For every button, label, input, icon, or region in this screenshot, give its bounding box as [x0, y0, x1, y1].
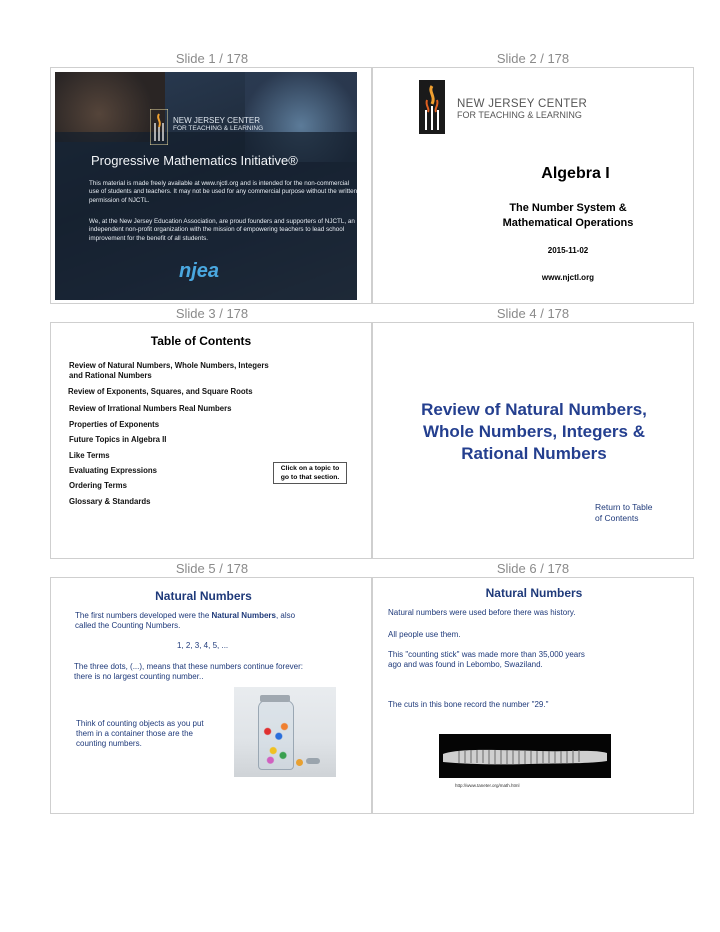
history-line: Natural numbers were used before there was history.: [388, 608, 576, 617]
ellipsis-paragraph: [74, 662, 303, 682]
njctl-logo-icon: [419, 80, 445, 134]
image-credit-link[interactable]: http://www.taneter.org/math.html: [455, 783, 520, 788]
intro-text: The first numbers developed were the: [75, 611, 212, 620]
date: 2015-11-02: [547, 246, 589, 255]
stick-line-1: This "counting stick" was made more than 35,000 years: [388, 650, 585, 659]
org-name: [457, 98, 587, 120]
slide-4-caption: Slide 4 / 178: [496, 306, 570, 321]
toc-item-glossary[interactable]: Glossary & Standards: [69, 497, 151, 506]
all-people-line: All people use them.: [388, 630, 461, 639]
org-line-1: NEW JERSEY CENTER: [173, 116, 260, 125]
slide-6: [372, 577, 694, 814]
heading-line-1: Review of Natural Numbers,: [421, 400, 647, 419]
toc-item-ordering[interactable]: Ordering Terms: [69, 481, 127, 490]
org-line-2: FOR TEACHING & LEARNING: [457, 110, 582, 120]
ellipsis-line-1: The three dots, (...), means that these numbers continue forever:: [74, 662, 304, 671]
slide-3-caption: Slide 3 / 178: [175, 306, 249, 321]
click-topic-note: [273, 462, 347, 484]
slide-3: [50, 322, 372, 559]
slide-title: Natural Numbers: [485, 586, 583, 600]
note-line-2: go to that section.: [280, 474, 340, 481]
usage-paragraph: This material is made freely available at www.njctl.org and is intended for the non-commercial use of students and teachers. It may not be used for any commercial purpose without the written permission of NJCTL.: [89, 180, 358, 204]
slide-5-caption: Slide 5 / 178: [175, 561, 249, 576]
heading-line-3: Rational Numbers: [461, 444, 607, 463]
course-title: Algebra I: [541, 165, 610, 182]
toc-item-properties[interactable]: Properties of Exponents: [69, 420, 160, 429]
return-line-1: Return to Table: [595, 502, 653, 512]
njctl-logo-icon: [150, 109, 168, 145]
intro-paragraph: [75, 611, 295, 631]
slide-1: [50, 67, 372, 304]
slide-2-caption: Slide 2 / 178: [496, 51, 570, 66]
njea-paragraph: We, at the New Jersey Education Association, are proud founders and supporters of NJCTL, an independent non-profit organization with the mission of empowering teachers to lead school improvement for the benefit of all students.: [89, 218, 355, 242]
program-title: Progressive Mathematics Initiative®: [91, 153, 298, 168]
slide-4: [372, 322, 694, 559]
toc-title: Table of Contents: [150, 334, 252, 348]
org-name: [173, 117, 263, 133]
heading-line-2: Whole Numbers, Integers &: [423, 422, 645, 441]
org-line-2: FOR TEACHING & LEARNING: [173, 125, 264, 132]
slide-title: Natural Numbers: [155, 589, 252, 603]
toc-item-future-topics[interactable]: Future Topics in Algebra II: [69, 435, 167, 444]
slide-2: [372, 67, 694, 304]
natural-numbers-term: Natural Numbers: [211, 611, 276, 620]
counting-line-3: counting numbers.: [76, 739, 142, 748]
toc-item-evaluating[interactable]: Evaluating Expressions: [69, 466, 157, 475]
return-line-2: of Contents: [595, 513, 639, 523]
stick-line-2: ago and was found in Lebombo, Swaziland.: [388, 660, 543, 669]
website-link[interactable]: www.njctl.org: [541, 273, 595, 282]
toc-item-irrational[interactable]: Review of Irrational Numbers Real Numbers: [69, 404, 232, 413]
slide-5: [50, 577, 372, 814]
toc-item-like-terms[interactable]: Like Terms: [69, 451, 110, 460]
toc-item-natural-numbers-cont[interactable]: and Rational Numbers: [69, 371, 152, 380]
counting-stick-paragraph: [388, 650, 585, 670]
counting-line-1: Think of counting objects as you put: [76, 719, 204, 728]
note-line-1: Click on a topic to: [280, 465, 340, 472]
subtitle-line-2: Mathematical Operations: [502, 217, 634, 229]
subtitle-line-1: The Number System &: [509, 202, 627, 214]
njea-logo: njea: [179, 260, 220, 282]
slide-6-caption: Slide 6 / 178: [496, 561, 570, 576]
toc-item-exponents[interactable]: Review of Exponents, Squares, and Square Roots: [68, 387, 253, 396]
section-heading: [373, 399, 694, 465]
counting-sequence: 1, 2, 3, 4, 5, ...: [177, 641, 229, 650]
marble-jar-image: [234, 687, 336, 777]
counting-line-2: them in a container those are the: [76, 729, 193, 738]
bone-cuts-line: The cuts in this bone record the number "29.": [388, 700, 549, 709]
counting-objects-paragraph: [76, 719, 204, 749]
return-to-toc-link[interactable]: [595, 502, 653, 524]
ellipsis-line-2: there is no largest counting number..: [74, 672, 204, 681]
intro-text-end: , also: [275, 611, 296, 620]
intro-text-line-2: called the Counting Numbers.: [75, 621, 181, 630]
lebombo-bone-image: [439, 734, 611, 778]
org-line-1: NEW JERSEY CENTER: [457, 98, 588, 110]
toc-item-natural-numbers[interactable]: Review of Natural Numbers, Whole Numbers, Integers: [69, 361, 269, 370]
slide-1-caption: Slide 1 / 178: [175, 51, 249, 66]
